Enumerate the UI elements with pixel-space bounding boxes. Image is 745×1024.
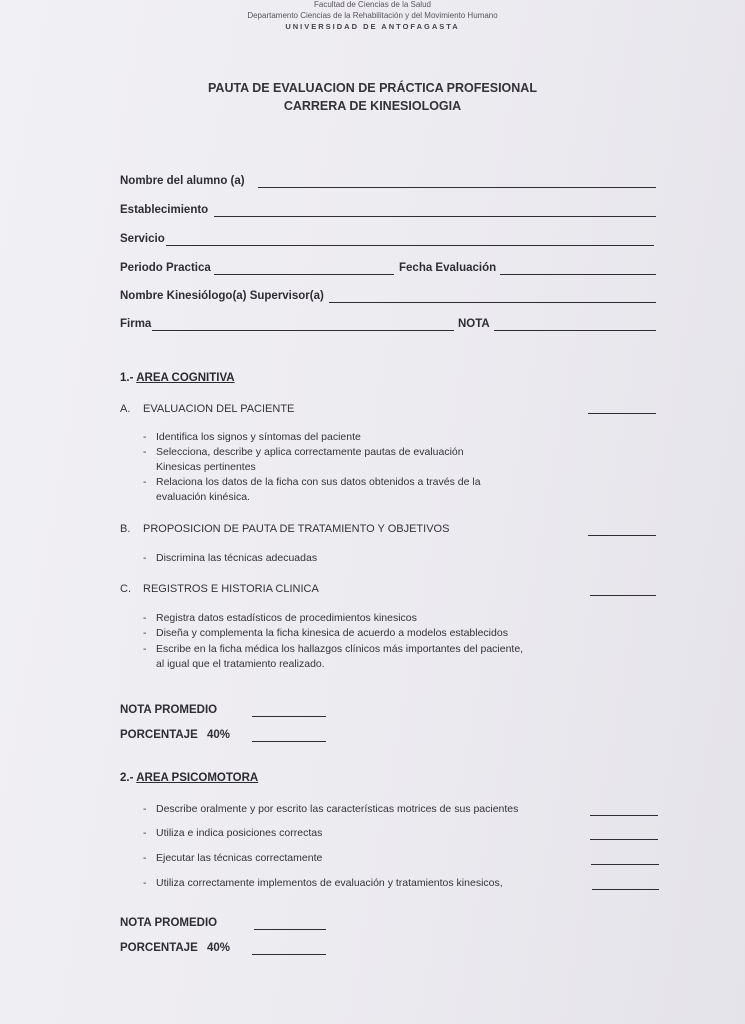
faculty-name: Facultad de Ciencias de la Salud: [314, 0, 431, 9]
section-2-title: AREA PSICOMOTORA: [136, 772, 259, 784]
subsection-b-score-field[interactable]: [588, 535, 656, 536]
establishment-field[interactable]: [214, 216, 656, 217]
document-title: PAUTA DE EVALUACION DE PRÁCTICA PROFESIONAL: [208, 81, 537, 95]
section-2-percentage-value: 40%: [207, 942, 231, 954]
signature-field[interactable]: [152, 330, 454, 331]
subsection-a-letter: A.: [120, 403, 131, 415]
section-1-average-label: NOTA PROMEDIO: [120, 704, 218, 716]
section-1-percentage-field[interactable]: [252, 741, 326, 742]
establishment-label: Establecimiento: [120, 204, 209, 216]
section-1-title: AREA COGNITIVA: [136, 372, 235, 384]
grade-label: NOTA: [458, 318, 490, 330]
section-2-number: 2.-: [120, 772, 134, 784]
evaluation-date-field[interactable]: [500, 274, 656, 275]
section-2-item-4-score-field[interactable]: [592, 889, 659, 890]
service-field[interactable]: [166, 245, 654, 246]
section-2-item-2-score-field[interactable]: [590, 839, 658, 840]
document-subtitle: CARRERA DE KINESIOLOGIA: [283, 99, 462, 113]
list-item: - Discrimina las técnicas adecuadas: [143, 552, 318, 564]
list-item: - Relaciona los datos de la ficha con sus datos obtenidos a través de la evaluación kinésica.: [143, 476, 481, 503]
list-item: - Escribe en la ficha médica los hallazgos clínicos más importantes del paciente, al igual que el tratamiento realizado.: [143, 643, 524, 670]
section-2-percentage-label: PORCENTAJE: [120, 942, 198, 954]
section-1-average-field[interactable]: [252, 716, 326, 717]
grade-field[interactable]: [494, 330, 656, 331]
list-item: - Ejecutar las técnicas correctamente: [143, 852, 323, 864]
supervisor-name-field[interactable]: [329, 302, 656, 303]
section-2-average-field[interactable]: [254, 929, 326, 930]
list-item: - Identifica los signos y síntomas del paciente: [143, 431, 361, 443]
subsection-a-title: EVALUACION DEL PACIENTE: [143, 403, 295, 415]
subsection-b-letter: B.: [120, 523, 131, 535]
subsection-c-title: REGISTROS E HISTORIA CLINICA: [143, 583, 319, 595]
section-1-heading: [120, 372, 235, 384]
subsection-b-title: PROPOSICION DE PAUTA DE TRATAMIENTO Y OBJETIVOS: [143, 523, 450, 535]
subsection-c-letter: C.: [120, 583, 131, 595]
department-name: Departamento Ciencias de la Rehabilitación y del Movimiento Humano: [247, 11, 498, 20]
section-1-percentage-value: 40%: [207, 729, 231, 741]
section-2-heading: [120, 772, 258, 784]
list-item: - Describe oralmente y por escrito las características motrices de sus pacientes: [143, 803, 519, 815]
section-1-number: 1.-: [120, 372, 134, 384]
list-item: - Diseña y complementa la ficha kinesica de acuerdo a modelos establecidos: [143, 627, 508, 639]
signature-label: Firma: [120, 318, 152, 330]
list-item: - Utiliza correctamente implementos de evaluación y tratamientos kinesicos,: [143, 877, 503, 889]
university-name: UNIVERSIDAD DE ANTOFAGASTA: [285, 22, 460, 31]
section-2-percentage-field[interactable]: [252, 954, 326, 955]
evaluation-date-label: Fecha Evaluación: [399, 262, 497, 274]
list-item: - Registra datos estadísticos de procedimientos kinesicos: [143, 612, 417, 624]
section-1-percentage-label: PORCENTAJE: [120, 729, 198, 741]
practice-period-field[interactable]: [214, 274, 394, 275]
list-item: - Utiliza e indica posiciones correctas: [143, 827, 323, 839]
section-2-item-3-score-field[interactable]: [591, 864, 659, 865]
service-label: Servicio: [120, 233, 165, 245]
student-name-label: Nombre del alumno (a): [120, 175, 245, 187]
subsection-c-score-field[interactable]: [590, 595, 656, 596]
section-2-average-label: NOTA PROMEDIO: [120, 917, 218, 929]
student-name-field[interactable]: [258, 187, 656, 188]
subsection-a-score-field[interactable]: [588, 413, 656, 414]
supervisor-name-label: Nombre Kinesiólogo(a) Supervisor(a): [120, 290, 324, 302]
practice-period-label: Periodo Practica: [120, 262, 211, 274]
list-item: - Selecciona, describe y aplica correctamente pautas de evaluación Kinesicas pertinentes: [143, 446, 464, 473]
section-2-item-1-score-field[interactable]: [590, 815, 658, 816]
